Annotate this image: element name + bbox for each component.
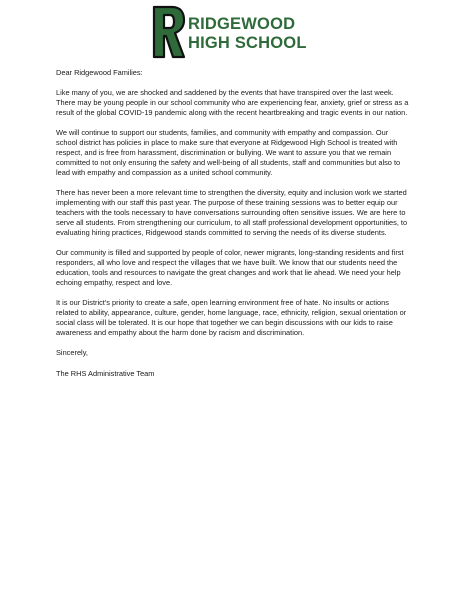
letter-paragraph: Like many of you, we are shocked and saddened by the events that have transpired over the last week. There may be young people in our school community who are experiencing fear, anxiety, grief or stress as a result of the global COVID-19 pandemic along with the recent heartbreaking and tragic events in our nation. xyxy=(56,87,409,117)
letter-closing: Sincerely, xyxy=(56,348,88,358)
school-logo xyxy=(152,5,312,59)
letter-paragraph: It is our District's priority to create a safe, open learning environment free of hate. No insults or actions related to ability, appearance, culture, gender, home language, race, ethnicity, religion, sexual orientation or social class will be tolerated. It is our hope that together we can begin discussions with our kids to raise awareness and empathy about the harm done by racism and discrimination. xyxy=(56,298,407,338)
r-letter-icon xyxy=(152,5,186,59)
logo-name-line1: RIDGEWOOD xyxy=(188,15,296,33)
letter-paragraph: Our community is filled and supported by people of color, newer migrants, long-standing residents and first responders, all who love and respect the villages that we have built. We know that our students need the education, tools and resources to navigate the great changes and work that lie ahead. We need your help echoing empathy, respect and love. xyxy=(56,248,404,287)
letter-paragraph: There has never been a more relevant time to strengthen the diversity, equity and inclusion work we started implementing with our staff this past year. The purpose of these training sessions was to better equip our teachers with the tools necessary to have conversations surrounding often sensitive issues. We are here to serve all students. From strengthening our curriculum, to all staff professional development opportunities, to evaluating hiring practices, Ridgewood stands committed to serving the needs of its diverse students. xyxy=(56,188,408,237)
logo-name-line2: HIGH SCHOOL xyxy=(188,34,307,52)
letter-salutation: Dear Ridgewood Families: xyxy=(56,68,143,77)
letter-paragraph: We will continue to support our students, families, and community with empathy and compassion. Our school district has policies in place to make sure that everyone at Ridgewood High School is treated with respect, and is free from harassment, discrimination or bullying. We want to assure you that we remain committed to not only ensuring the safety and well-being of all students, staff and communities but also to lead with empathy and compassion as a united school community. xyxy=(56,128,401,177)
letter-signature: The RHS Administrative Team xyxy=(56,368,155,378)
letter-body xyxy=(56,68,411,379)
